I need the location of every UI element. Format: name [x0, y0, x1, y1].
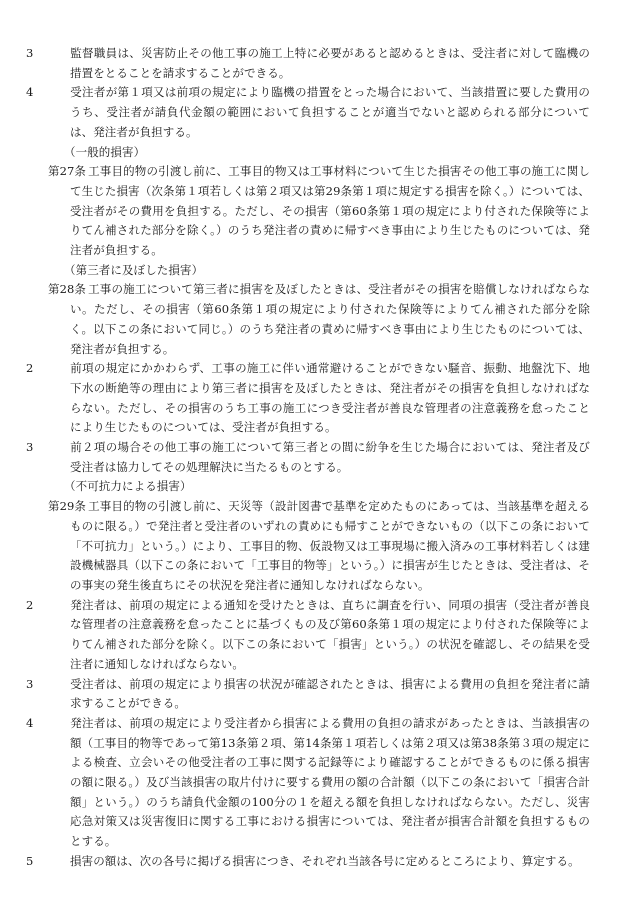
paragraph-29-4 — [26, 714, 590, 852]
article-29 — [48, 497, 590, 596]
paragraph-29-3 — [26, 675, 590, 714]
paragraph-number: 4 — [26, 85, 34, 100]
heading-general-damage: （一般的損害） — [64, 144, 146, 159]
paragraph-29-2 — [26, 596, 590, 675]
paragraph-text: 前項の規定にかかわらず、工事の施工に伴い通常避けることができない騒音、振動、地盤沈下、地下水の断絶等の理由により第三者に損害を及ぼしたときは、発注者がその損害を負担しなければならない。ただし、その損害のうち工事の施工につき受注者が善良な管理者の注意義務を怠ったことにより生じたものについては、受注者が負担する。 — [70, 361, 590, 435]
paragraph-number: 3 — [26, 440, 34, 455]
paragraph-number: 4 — [26, 715, 34, 730]
article-label: 第28条 — [48, 282, 87, 297]
heading-force-majeure: （不可抗力による損害） — [64, 479, 192, 494]
article-27 — [48, 162, 590, 261]
paragraph-text: 損害の額は、次の各号に掲げる損害につき、それぞれ当該各号に定めるところにより、算定する。 — [70, 853, 580, 868]
paragraph-text: 監督職員は、災害防止その他工事の施工上特に必要があると認めるときは、受注者に対して臨機の措置をとることを請求することができる。 — [70, 46, 590, 80]
paragraph-text: 受注者は、前項の規定により損害の状況が確認されたときは、損害による費用の負担を発注者に請求することができる。 — [70, 676, 590, 711]
article-text: 工事の施工について第三者に損害を及ぼしたときは、受注者がその損害を賠償しなければならない。ただし、その損害（第60条第１項の規定により付された保険等によりてん補された部分を除く。以下この条において同じ。）のうち発注者の責めに帰すべき事由により生じたものについては、発注者が負担する。 — [70, 282, 590, 356]
paragraph-text: 発注者は、前項の規定により受注者から損害による費用の負担の請求があったときは、当該損害の額（工事目的物等であって第13条第２項、第14条第１項若しくは第２項又は第38条第３項の規定による検査、立会いその他受注者の工事に関する記録等により確認することができるものに係る損害の額に限る。）及び当該損害の取片付けに要する費用の額の合計額（以下この条において「損害合計額」という。）のうち請負代金額の100分の１を超える額を負担しなければならない。ただし、災害応急対策又は災害復旧に関する工事における損害については、発注者が損害合計額を負担するものとする。 — [70, 715, 590, 849]
paragraph-text: 発注者は、前項の規定による通知を受けたときは、直ちに調査を行い、同項の損害（受注者が善良な管理者の注意義務を怠ったことに基づくもの及び第60条第１項の規定により付された保険等によりてん補された部分を除く。以下この条において「損害」という。）の状況を確認し、その結果を受注者に通知しなければならない。 — [70, 597, 590, 671]
article-label: 第29条 — [48, 499, 87, 514]
paragraph-3-emergency-request — [26, 44, 590, 83]
paragraph-text: 前２項の場合その他工事の施工について第三者との間に紛争を生じた場合においては、発注者及び受注者は協力してその処理解決に当たるものとする。 — [70, 440, 590, 474]
article-text: 工事目的物の引渡し前に、工事目的物又は工事材料について生じた損害その他工事の施工に関して生じた損害（次条第１項若しくは第２項又は第29条第１項に規定する損害を除く。）については、受注者がその費用を負担する。ただし、その損害（第60条第１項の規定により付された保険等によりてん補された部分を除く。）のうち発注者の責めに帰すべき事由により生じたものについては、発注者が負担する。 — [70, 164, 590, 258]
paragraph-number: 3 — [26, 46, 34, 60]
paragraph-28-2 — [26, 359, 590, 438]
article-text: 工事目的物の引渡し前に、天災等（設計図書で基準を定めたものにあっては、当該基準を超えるものに限る。）で発注者と受注者のいずれの責めにも帰すことができないもの（以下この条において「不可抗力」という。）により、工事目的物、仮設物又は工事現場に搬入済みの工事材料若しくは建設機械器具（以下この条において「工事目的物等」という。）に損害が生じたときは、受注者は、その事実の発生後直ちにその状況を発注者に通知しなければならない。 — [70, 499, 590, 592]
paragraph-4-emergency-cost — [26, 83, 590, 142]
article-28 — [48, 280, 590, 359]
paragraph-29-5 — [26, 852, 590, 872]
paragraph-number: 3 — [26, 676, 34, 691]
paragraph-text: 受注者が第１項又は前項の規定により臨機の措置をとった場合において、当該措置に要した費用のうち、受注者が請負代金額の範囲において負担することが適当でないと認められる部分については、発注者が負担する。 — [70, 85, 590, 139]
heading-third-party-damage: （第三者に及ぼした損害） — [64, 262, 204, 277]
paragraph-number: 2 — [26, 597, 34, 612]
paragraph-number: 2 — [26, 361, 34, 376]
article-label: 第27条 — [48, 164, 87, 179]
paragraph-28-3 — [26, 438, 590, 477]
paragraph-number: 5 — [26, 853, 34, 868]
